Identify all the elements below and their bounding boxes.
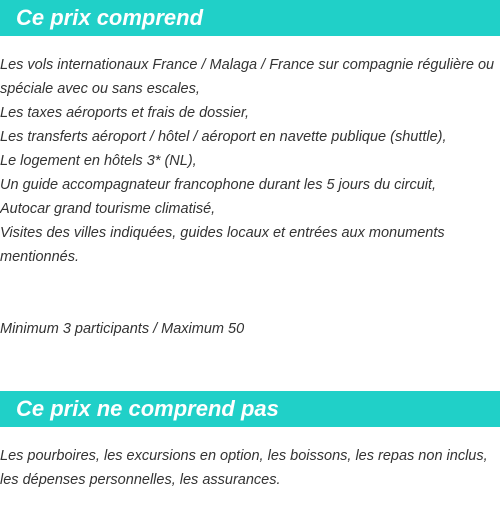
list-item: Les taxes aéroports et frais de dossier, — [0, 105, 250, 121]
excludes-section-header — [0, 391, 500, 427]
excludes-text: Les pourboires, les excursions en option, les boissons, les repas non inclus, les dépenses personnelles, les assurances. — [0, 448, 488, 488]
participants-text: Minimum 3 participants / Maximum 50 — [0, 321, 245, 337]
includes-section-header — [0, 0, 500, 36]
excludes-description — [0, 444, 496, 492]
excludes-section-title: Ce prix ne comprend pas — [16, 396, 279, 421]
participants-info — [0, 317, 496, 341]
list-item: Autocar grand tourisme climatisé, — [0, 201, 216, 217]
list-item: Le logement en hôtels 3* (NL), — [0, 153, 197, 169]
includes-section-title: Ce prix comprend — [16, 5, 204, 30]
list-item: Les vols internationaux France / Malaga / France sur compagnie régulière ou spéciale avec ou sans escales, — [0, 57, 495, 97]
includes-list — [0, 53, 496, 269]
list-item: Un guide accompagnateur francophone durant les 5 jours du circuit, — [0, 177, 437, 193]
list-item: Les transferts aéroport / hôtel / aéroport en navette publique (shuttle), — [0, 129, 447, 145]
list-item: Visites des villes indiquées, guides locaux et entrées aux monuments mentionnés. — [0, 225, 445, 265]
